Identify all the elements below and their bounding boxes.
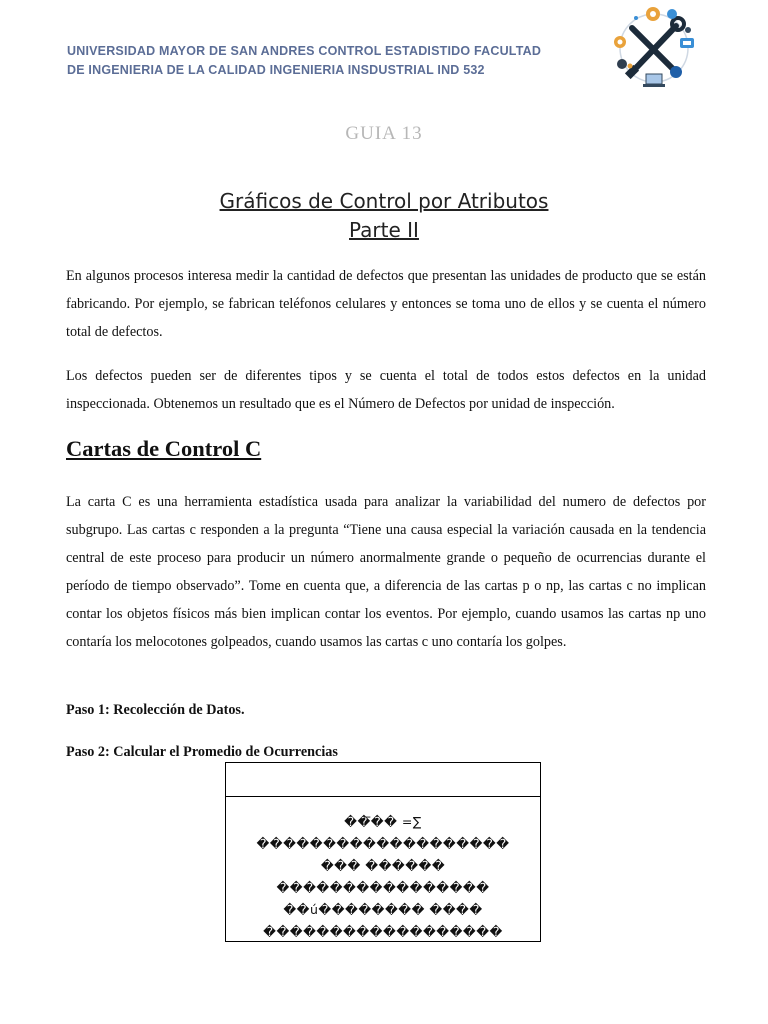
gear-icon	[646, 7, 660, 21]
guide-number: GUIA 13	[345, 123, 423, 144]
formula-box	[225, 762, 541, 942]
step-2: Paso 2: Calcular el Promedio de Ocurrencias	[66, 744, 338, 760]
paragraph-carta-c: La carta C es una herramienta estadística usada para analizar la variabilidad del numero de defectos por subgrupo. Las cartas c responden a la pregunta “Tiene una causa especial la variación causada en la tendencia central de este proceso para producir un número anormalmente grande o pequeño de ocurrencias durante el período de tiempo observado”. Tome en cuenta que, a diferencia de las cartas p o np, las cartas c no implican contar los objetos físicos más bien implican contar los eventos. Por ejemplo, cuando usamos las cartas np uno contaría los melocotones golpeados, cuando usamos las cartas c uno contaría los golpes.	[66, 494, 706, 650]
header-line-1: UNIVERSIDAD MAYOR DE SAN ANDRES CONTROL ESTADISTIDO FACULTAD	[67, 44, 542, 58]
formula-content	[226, 797, 540, 943]
formula-line: ��̅�� =∑	[344, 814, 422, 829]
step-1: Paso 1: Recolección de Datos.	[66, 702, 245, 718]
formula-line: ��ú�������� ����	[283, 902, 483, 917]
laptop-icon	[643, 74, 665, 87]
formula-line: ������������������	[263, 924, 503, 939]
formula-header-cell	[226, 763, 540, 797]
title-line-2: Parte II	[349, 218, 419, 242]
monitor-icon	[680, 38, 694, 48]
header-line-2: DE INGENIERIA DE LA CALIDAD INGENIERIA INSDUSTRIAL IND 532	[67, 63, 485, 77]
document-title	[0, 187, 768, 245]
tools-logo-icon	[606, 4, 702, 96]
section-heading: Cartas de Control C	[66, 436, 262, 461]
formula-line: ����������������	[276, 880, 490, 895]
paragraph-intro: En algunos procesos interesa medir la cantidad de defectos que presentan las unidades de producto que se están fabricando. Por ejemplo, se fabrican teléfonos celulares y entonces se toma uno de ellos y se cuenta el número total de defectos.	[66, 268, 706, 340]
paragraph-defects: Los defectos pueden ser de diferentes tipos y se cuenta el total de todos estos defectos en la unidad inspeccionada. Obtenemos un resultado que es el Número de Defectos por unidad de inspección.	[66, 368, 706, 412]
formula-line: ��� ������	[320, 858, 446, 873]
formula-line: �������������������	[256, 836, 510, 851]
title-line-1: Gráficos de Control por Atributos	[219, 189, 549, 213]
shield-icon	[670, 66, 682, 78]
person-icon	[614, 36, 626, 48]
document-header	[67, 42, 607, 80]
